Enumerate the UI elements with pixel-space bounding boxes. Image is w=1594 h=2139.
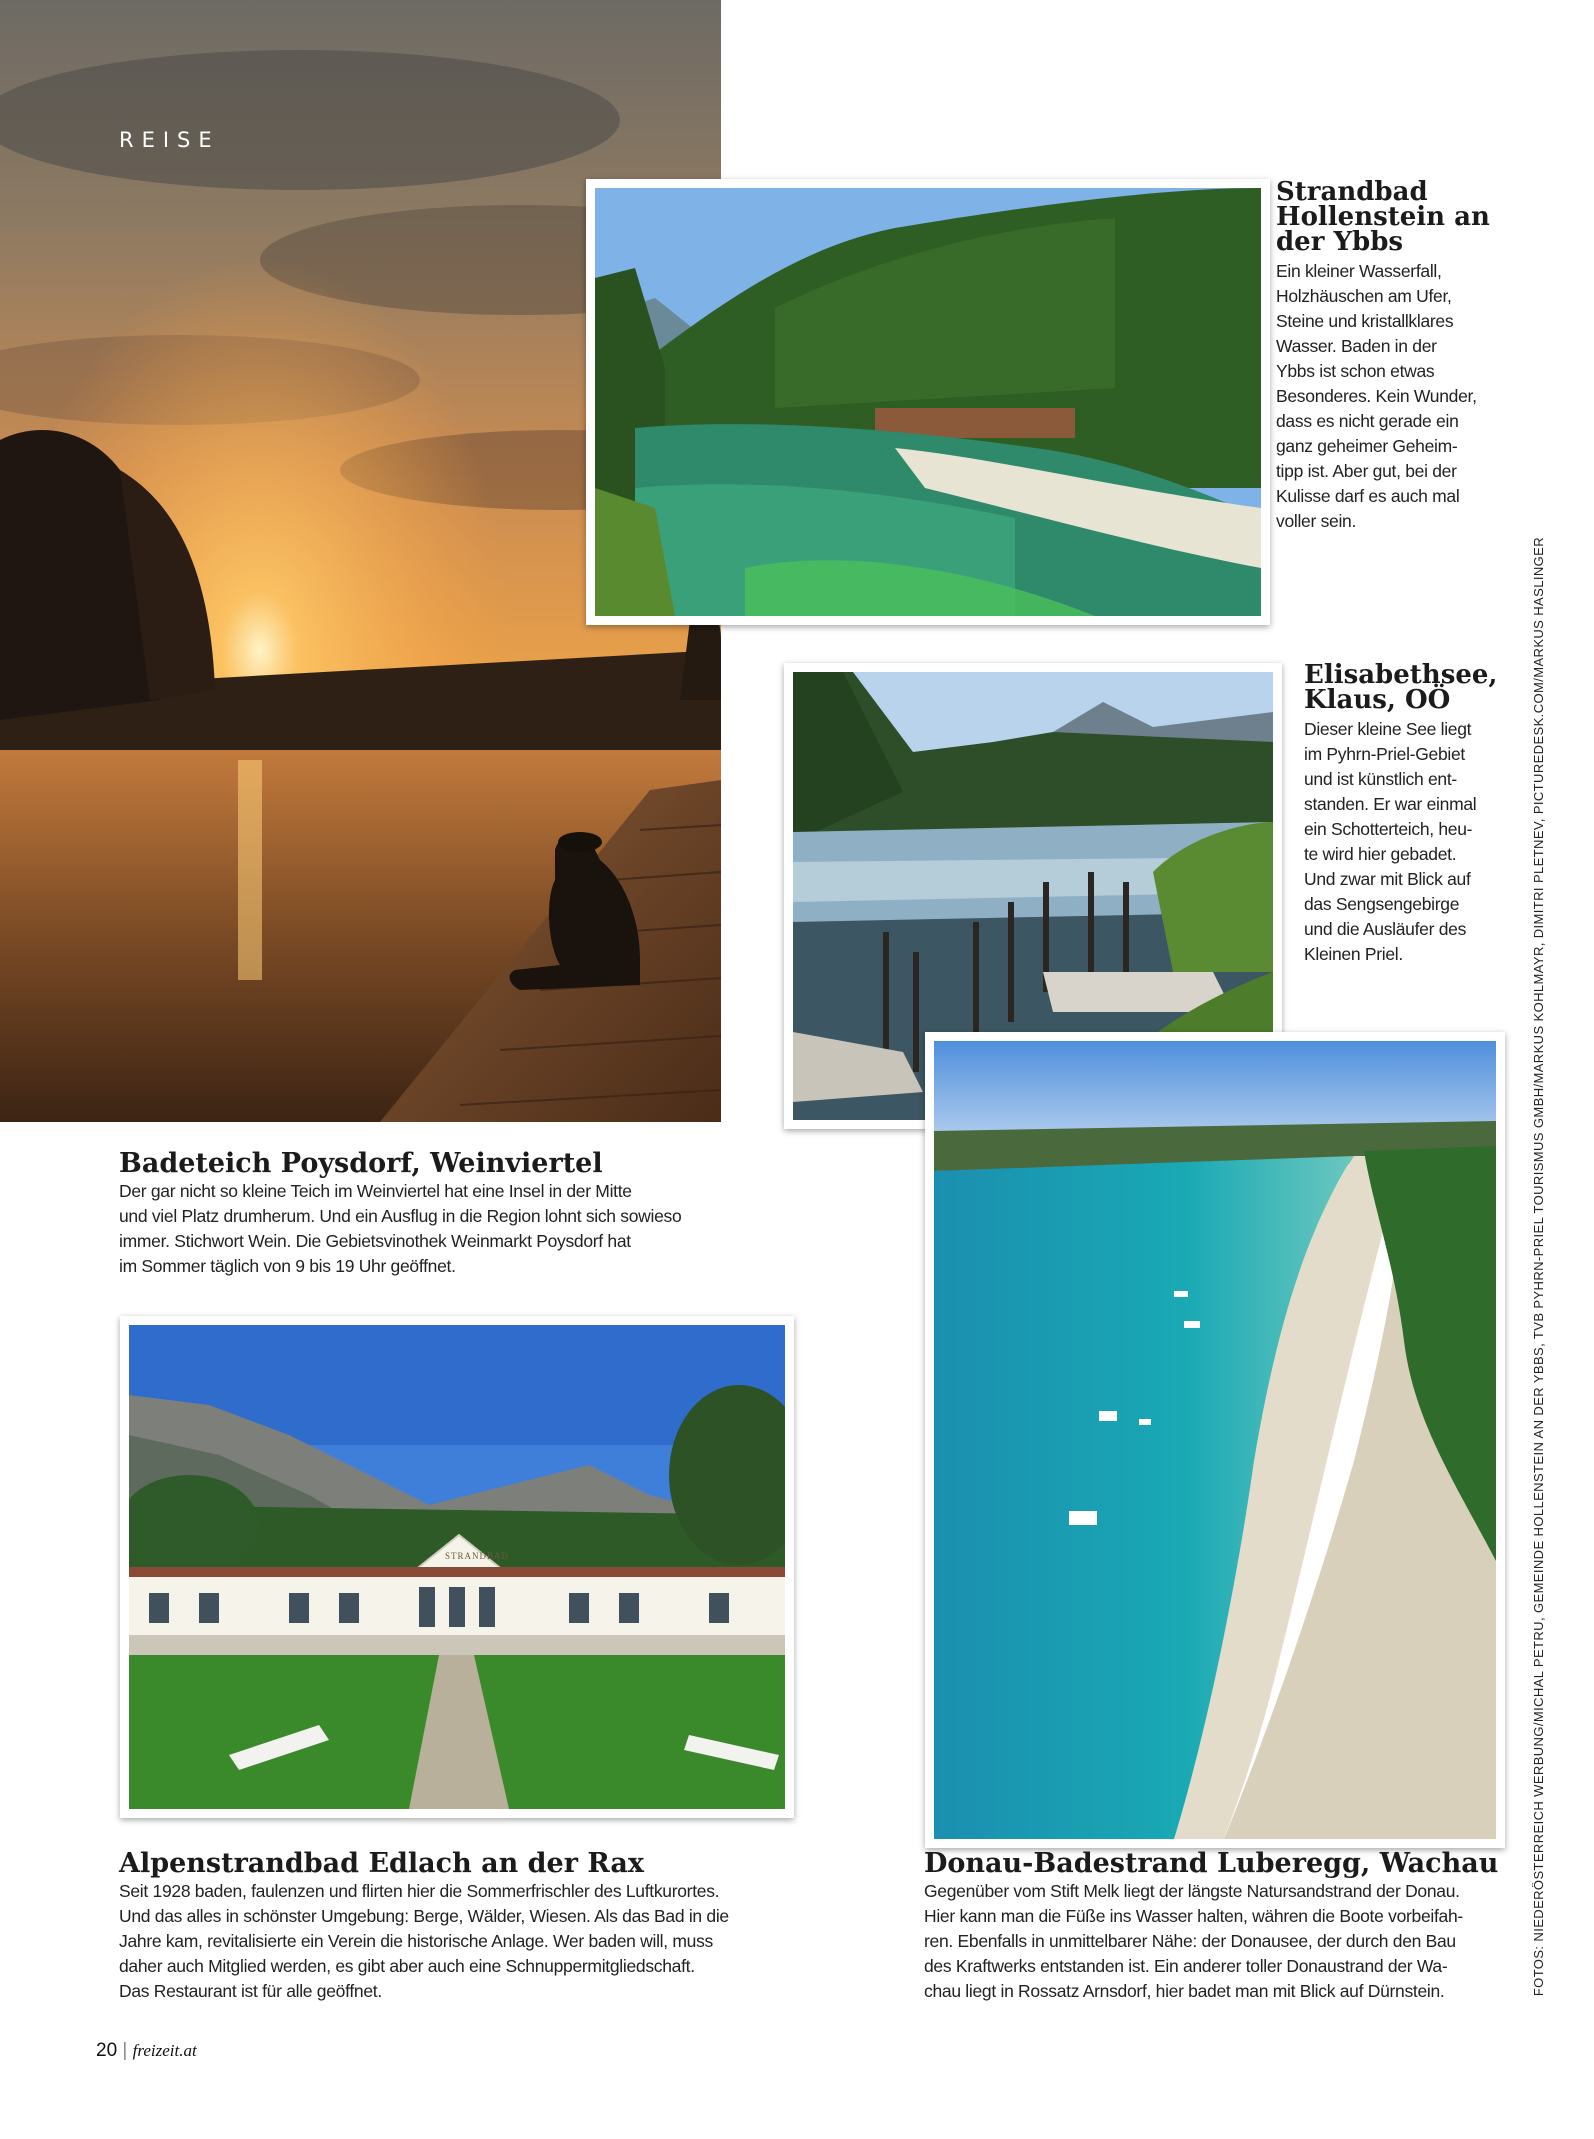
edlach-strandbad-photo — [120, 1316, 794, 1818]
article-title: Strandbad Hollenstein an der Ybbs — [1276, 177, 1490, 257]
donau-aerial-photo — [925, 1032, 1505, 1848]
photo-credit: FOTOS: NIEDERÖSTERREICH WERBUNG/MICHAL PETRU, GEMEINDE HOLLENSTEIN AN DER YBBS, TVB PYHRN-PRIEL TOURISMUS GMBH/MARKUS KOHLMAYR, DIMITRI PLETNEV, PICTUREDESK.COM/MARKUS HASLINGER — [1531, 537, 1546, 1997]
page-footer — [96, 2040, 197, 2062]
strandbad-sign: STRANDBAD — [445, 1551, 510, 1561]
article-title: Donau-Badestrand Luberegg, Wachau — [924, 1848, 1499, 1879]
section-label: REISE — [119, 128, 220, 152]
article-text: Dieser kleine See liegt im Pyhrn-Priel-Gebiet und ist künstlich ent- standen. Er war einmal ein Schotterteich, heu- te wird hier gebadet. Und zwar mit Blick auf das Sengsengebirge und die Ausläufer des Kleinen Priel. — [1304, 719, 1477, 964]
article-text: Der gar nicht so kleine Teich im Weinviertel hat eine Insel in der Mitte und viel Platz drumherum. Und ein Ausflug in die Region lohnt sich sowieso immer. Stichwort Wein. Die Gebietsvinothek Weinmarkt Poysdorf hat im Sommer täglich von 9 bis 19 Uhr geöffnet. — [119, 1181, 682, 1276]
elisabethsee-article — [1304, 660, 1514, 967]
page-number: 20 — [96, 2040, 118, 2061]
article-title: Alpenstrandbad Edlach an der Rax — [119, 1848, 644, 1879]
edlach-article — [119, 1849, 799, 2004]
brand-link[interactable]: freizeit.at — [132, 2041, 197, 2060]
article-text: Ein kleiner Wasserfall, Holzhäuschen am Ufer, Steine und kristallklares Wasser. Baden in der Ybbs ist schon etwas Besonderes. Kein Wunder, dass es nicht gerade ein ganz geheimer Geheim- tipp ist. Aber gut, bei der Kulisse darf es auch mal voller sein. — [1276, 261, 1477, 531]
article-title: Badeteich Poysdorf, Weinviertel — [119, 1148, 603, 1179]
hollenstein-photo — [586, 179, 1270, 625]
poysdorf-article — [119, 1149, 759, 1279]
article-title: Elisabethsee, Klaus, OÖ — [1304, 660, 1498, 715]
article-text: Seit 1928 baden, faulenzen und flirten hier die Sommerfrischler des Luftkurortes. Und das alles in schönster Umgebung: Berge, Wälder, Wiesen. Als das Bad in die Jahre kam, revitalisierte ein Verein die historische Anlage. Wer baden will, muss daher auch Mitglied werden, es gibt aber auch eine Schnuppermitgliedschaft. Das Restaurant ist für alle geöffnet. — [119, 1881, 729, 2001]
donau-article — [924, 1849, 1504, 2004]
article-text: Gegenüber vom Stift Melk liegt der längste Natursandstrand der Donau. Hier kann man die Füße ins Wasser halten, währen die Boote vorbeifah- ren. Ebenfalls in unmittelbarer Nähe: der Donausee, der durch den Bau des Kraftwerks entstanden ist. Ein anderer toller Donaustrand der Wa- chau liegt in Rossatz Arnsdorf, hier badet man mit Blick auf Dürnstein. — [924, 1881, 1463, 2001]
hollenstein-article — [1276, 177, 1506, 534]
footer-separator: | — [122, 2040, 128, 2061]
